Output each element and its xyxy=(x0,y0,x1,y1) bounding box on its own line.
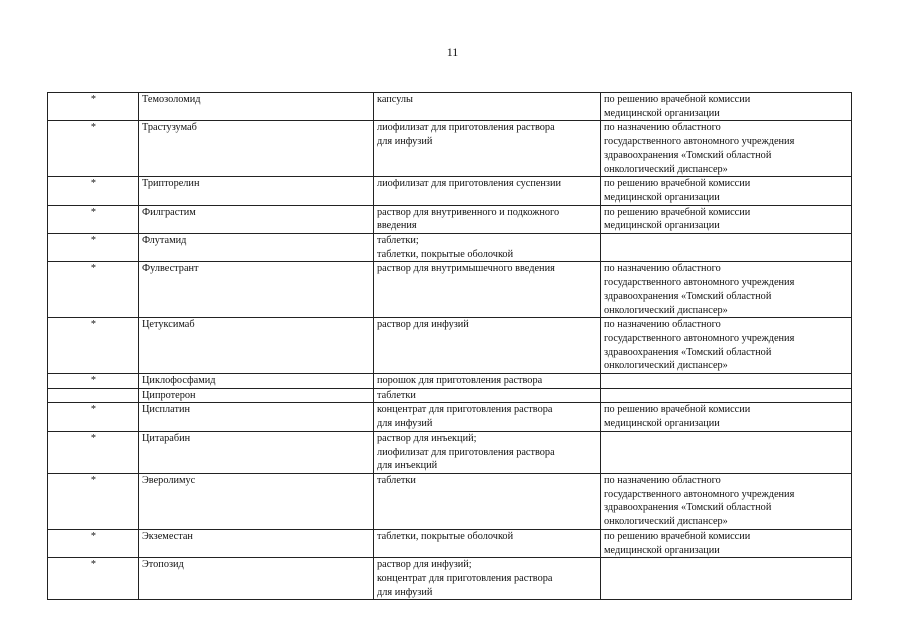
note-cell xyxy=(601,234,852,262)
table-row xyxy=(48,388,852,403)
table-row xyxy=(48,121,852,177)
table-row xyxy=(48,473,852,529)
note-cell: по назначению областного государственного автономного учреждения здравоохранения «Томский областной онкологический диспансер» xyxy=(601,262,852,318)
mark-cell: * xyxy=(48,529,139,557)
dosage-form-cell: лиофилизат для приготовления суспензии xyxy=(374,177,601,205)
mark-cell: * xyxy=(48,121,139,177)
table-row xyxy=(48,234,852,262)
note-cell xyxy=(601,558,852,600)
table-row xyxy=(48,262,852,318)
note-cell: по решению врачебной комиссии медицинской организации xyxy=(601,177,852,205)
dosage-form-cell: порошок для приготовления раствора xyxy=(374,374,601,389)
drug-table xyxy=(47,92,852,600)
dosage-form-cell: концентрат для приготовления раствора для инфузий xyxy=(374,403,601,431)
note-cell: по назначению областного государственного автономного учреждения здравоохранения «Томский областной онкологический диспансер» xyxy=(601,121,852,177)
mark-cell xyxy=(48,388,139,403)
table-row xyxy=(48,403,852,431)
drug-name-cell: Филграстим xyxy=(139,205,374,233)
drug-name-cell: Цитарабин xyxy=(139,431,374,473)
drug-name-cell: Экземестан xyxy=(139,529,374,557)
dosage-form-cell: раствор для внутримышечного введения xyxy=(374,262,601,318)
drug-name-cell: Эверолимус xyxy=(139,473,374,529)
table-row xyxy=(48,374,852,389)
note-cell: по назначению областного государственного автономного учреждения здравоохранения «Томский областной онкологический диспансер» xyxy=(601,473,852,529)
drug-name-cell: Флутамид xyxy=(139,234,374,262)
mark-cell: * xyxy=(48,473,139,529)
mark-cell: * xyxy=(48,403,139,431)
dosage-form-cell: раствор для инъекций; лиофилизат для приготовления раствора для инъекций xyxy=(374,431,601,473)
dosage-form-cell: капсулы xyxy=(374,93,601,121)
note-cell: по решению врачебной комиссии медицинской организации xyxy=(601,529,852,557)
drug-name-cell: Фулвестрант xyxy=(139,262,374,318)
note-cell: по решению врачебной комиссии медицинской организации xyxy=(601,93,852,121)
drug-name-cell: Темозоломид xyxy=(139,93,374,121)
drug-name-cell: Цетуксимаб xyxy=(139,318,374,374)
note-cell xyxy=(601,431,852,473)
drug-name-cell: Циклофосфамид xyxy=(139,374,374,389)
note-cell: по назначению областного государственного автономного учреждения здравоохранения «Томский областной онкологический диспансер» xyxy=(601,318,852,374)
table-row xyxy=(48,558,852,600)
note-cell xyxy=(601,388,852,403)
mark-cell: * xyxy=(48,234,139,262)
dosage-form-cell: раствор для внутривенного и подкожного введения xyxy=(374,205,601,233)
table-row xyxy=(48,431,852,473)
drug-name-cell: Трастузумаб xyxy=(139,121,374,177)
dosage-form-cell: таблетки, покрытые оболочкой xyxy=(374,529,601,557)
note-cell xyxy=(601,374,852,389)
note-cell: по решению врачебной комиссии медицинской организации xyxy=(601,403,852,431)
drug-name-cell: Трипторелин xyxy=(139,177,374,205)
drug-name-cell: Этопозид xyxy=(139,558,374,600)
mark-cell: * xyxy=(48,177,139,205)
mark-cell: * xyxy=(48,558,139,600)
table-row xyxy=(48,93,852,121)
note-cell: по решению врачебной комиссии медицинской организации xyxy=(601,205,852,233)
page-number: 11 xyxy=(446,45,459,59)
dosage-form-cell: раствор для инфузий xyxy=(374,318,601,374)
dosage-form-cell: лиофилизат для приготовления раствора для инфузий xyxy=(374,121,601,177)
mark-cell: * xyxy=(48,262,139,318)
table-row xyxy=(48,529,852,557)
drug-name-cell: Цисплатин xyxy=(139,403,374,431)
mark-cell: * xyxy=(48,431,139,473)
dosage-form-cell: таблетки xyxy=(374,473,601,529)
mark-cell: * xyxy=(48,205,139,233)
dosage-form-cell: таблетки xyxy=(374,388,601,403)
table-row xyxy=(48,318,852,374)
drug-name-cell: Ципротерон xyxy=(139,388,374,403)
mark-cell: * xyxy=(48,318,139,374)
dosage-form-cell: раствор для инфузий; концентрат для приготовления раствора для инфузий xyxy=(374,558,601,600)
mark-cell: * xyxy=(48,93,139,121)
mark-cell: * xyxy=(48,374,139,389)
table-row xyxy=(48,177,852,205)
table-row xyxy=(48,205,852,233)
dosage-form-cell: таблетки; таблетки, покрытые оболочкой xyxy=(374,234,601,262)
